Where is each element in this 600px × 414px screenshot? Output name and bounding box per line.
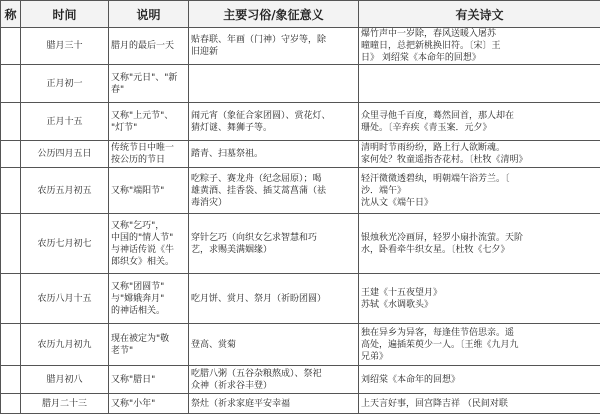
cell-time: [21, 141, 109, 168]
cell-customs: [189, 274, 359, 324]
cell-line: 祭灶（祈求家庭平安幸福: [191, 398, 356, 410]
cell-description: [109, 103, 189, 141]
cell-line: 王建《十五夜望月》: [361, 287, 598, 299]
cell-line: 又称"上元节"、: [111, 110, 186, 122]
cell-line: 清明时节雨纷纷，路上行人欲断魂。: [361, 142, 598, 154]
cell-line: 公历四月五日: [23, 148, 106, 160]
cell-line: 毒消灾）: [191, 197, 356, 209]
cell-line: 腊月初八: [23, 374, 106, 386]
cell-poems: [359, 28, 600, 65]
cell-line: 郎织女》相关。: [111, 256, 186, 268]
cell-time: [21, 274, 109, 324]
cell-customs: [189, 103, 359, 141]
cell-poems: [359, 366, 600, 394]
cell-line: 众神（祈求谷丰登）: [191, 380, 356, 392]
cell-description: [109, 65, 189, 103]
cell-poems: [359, 274, 600, 324]
cell-line: "灯节": [111, 122, 186, 134]
cell-time: [21, 324, 109, 366]
cell-name: [1, 28, 21, 65]
cell-line: 家何处？牧童遥指杏花村。〔杜牧《清明》: [361, 154, 598, 166]
cell-line: 珊处。〔辛弃疾《青玉案．元夕》: [361, 122, 598, 134]
cell-name: [1, 141, 21, 168]
header-time: 时间: [21, 1, 109, 28]
table-row: [1, 366, 600, 394]
cell-description: [109, 168, 189, 214]
cell-description: [109, 324, 189, 366]
cell-customs: [189, 28, 359, 65]
cell-time: [21, 214, 109, 274]
cell-poems: [359, 324, 600, 366]
cell-description: [109, 214, 189, 274]
table-row: [1, 274, 600, 324]
table-row: [1, 168, 600, 214]
cell-line: 老节": [111, 345, 186, 357]
cell-line: 众里寻他千百度，蓦然回首，那人却在: [361, 110, 598, 122]
cell-line: 闹元宵（象征合家团圆）、赏花灯、: [191, 110, 356, 122]
cell-line: 春": [111, 84, 186, 96]
cell-customs: [189, 168, 359, 214]
cell-line: 银烛秋光冷画屏，轻罗小扇扑流萤。天阶: [361, 232, 598, 244]
table-row: [1, 141, 600, 168]
cell-line: 旧迎新: [191, 46, 356, 58]
cell-line: 高处，遍插茱萸少一人。〔王维《九月九: [361, 339, 598, 351]
cell-line: 爆竹声中一岁除，春风送暖入屠苏: [361, 28, 598, 40]
cell-description: [109, 274, 189, 324]
cell-time: [21, 168, 109, 214]
cell-time: [21, 394, 109, 414]
cell-line: 腊月的最后一天: [111, 40, 186, 52]
cell-time: [21, 103, 109, 141]
header-name: 称: [1, 1, 21, 28]
cell-line: 正月十五: [23, 116, 106, 128]
cell-line: 日》 刘绍棠《本命年的回想》: [361, 52, 598, 64]
cell-line: 又称"端阳节": [111, 185, 186, 197]
cell-customs: [189, 366, 359, 394]
cell-name: [1, 65, 21, 103]
cell-line: 苏轼《水调歌头》: [361, 299, 598, 311]
cell-line: 按公历的节日: [111, 154, 186, 166]
cell-time: [21, 65, 109, 103]
cell-line: 与神话传说《牛: [111, 244, 186, 256]
cell-poems: [359, 168, 600, 214]
cell-time: [21, 28, 109, 65]
table-row: [1, 65, 600, 103]
cell-line: 又称"乞巧"，: [111, 220, 186, 232]
cell-line: 又称"团圆节": [111, 281, 186, 293]
cell-line: 又称"元日"、"新: [111, 72, 186, 84]
cell-description: [109, 141, 189, 168]
cell-line: 中国的"情人节": [111, 232, 186, 244]
cell-poems: [359, 394, 600, 414]
cell-line: 刘绍棠《本命年的回想》: [361, 374, 598, 386]
cell-line: 独在异乡为异客，每逢佳节倍思亲。遥: [361, 327, 598, 339]
cell-line: 农历七月初七: [23, 238, 106, 250]
cell-name: [1, 324, 21, 366]
cell-description: [109, 366, 189, 394]
cell-description: [109, 28, 189, 65]
cell-line: 农历五月初五: [23, 185, 106, 197]
table-row: [1, 394, 600, 414]
header-description: 说明: [109, 1, 189, 28]
cell-line: 农历八月十五: [23, 293, 106, 305]
cell-time: [21, 366, 109, 394]
cell-customs: [189, 324, 359, 366]
cell-line: 水，卧看牵牛织女星。〔杜牧《七夕》: [361, 244, 598, 256]
cell-line: 的神话相关。: [111, 305, 186, 317]
cell-line: 兄弟》: [361, 351, 598, 363]
cell-line: 雄黄酒、挂香袋、插艾蒿菖蒲（祛: [191, 185, 356, 197]
cell-line: 传统节日中唯一: [111, 142, 186, 154]
cell-poems: [359, 214, 600, 274]
table-row: [1, 324, 600, 366]
cell-poems: [359, 141, 600, 168]
cell-line: 又称"小年": [111, 398, 186, 410]
cell-line: 贴春联、年画（门神）守岁等，除: [191, 34, 356, 46]
cell-line: 轻汗微微透碧纨，明朝端午浴芳兰。〔: [361, 173, 598, 185]
cell-line: 吃月饼、赏月、祭月（祈盼团圆）: [191, 293, 356, 305]
cell-name: [1, 394, 21, 414]
cell-line: 腊月二十三: [23, 398, 106, 410]
header-row: [1, 1, 600, 28]
table-row: [1, 214, 600, 274]
table-row: [1, 28, 600, 65]
cell-poems: [359, 65, 600, 103]
cell-line: 现在被定为"敬: [111, 333, 186, 345]
cell-line: 与"嫦娥奔月": [111, 293, 186, 305]
cell-line: 沈从文《端午日》: [361, 197, 598, 209]
cell-line: 上天言好事，回宫降吉祥 （民间对联: [361, 398, 598, 410]
cell-line: 登高、赏菊: [191, 339, 356, 351]
cell-name: [1, 366, 21, 394]
cell-customs: [189, 214, 359, 274]
cell-line: 艺，求赐美满姻缘）: [191, 244, 356, 256]
cell-name: [1, 274, 21, 324]
cell-customs: [189, 394, 359, 414]
cell-line: 猜灯谜、舞狮子等。: [191, 122, 356, 134]
cell-line: 农历九月初九: [23, 339, 106, 351]
cell-customs: [189, 65, 359, 103]
cell-line: 又称"腊日": [111, 374, 186, 386]
cell-poems: [359, 103, 600, 141]
cell-line: 踏青、扫墓祭祖。: [191, 148, 356, 160]
cell-name: [1, 168, 21, 214]
cell-line: 沙．端午》: [361, 185, 598, 197]
table-row: [1, 103, 600, 141]
cell-line: 正月初一: [23, 78, 106, 90]
cell-line: 曈曈日，总把新桃换旧符。〔宋〕王: [361, 40, 598, 52]
cell-name: [1, 214, 21, 274]
cell-name: [1, 103, 21, 141]
cell-customs: [189, 141, 359, 168]
cell-line: 吃粽子、赛龙舟（纪念屈原）；喝: [191, 173, 356, 185]
header-poems: 有关诗文: [359, 1, 600, 28]
cell-line: 吃腊八粥（五谷杂粮熬成）、祭祀: [191, 368, 356, 380]
cell-line: 穿针乞巧（向织女乞求智慧和巧: [191, 232, 356, 244]
cell-description: [109, 394, 189, 414]
cell-line: 腊月三十: [23, 40, 106, 52]
header-customs: 主要习俗/象征意义: [189, 1, 359, 28]
